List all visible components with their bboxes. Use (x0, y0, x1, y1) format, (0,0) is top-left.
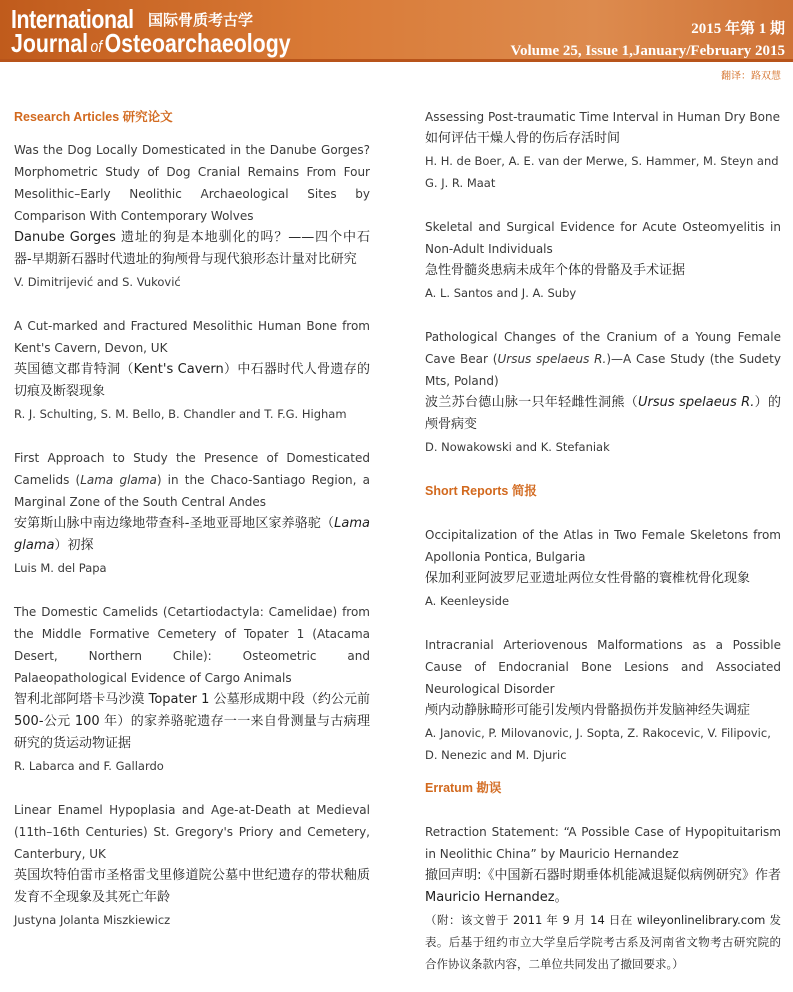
article-title-en[interactable]: Was the Dog Locally Domesticated in the Danube Gorges? Morphometric Study of Dog Cranial Remains From Four Mesolithic–Early Neolithic Archaeological Sites by Comparison With Contemporary Wolves (14, 143, 370, 223)
title-text: )—A Case Study (the Sudety Mts, Poland) (425, 352, 781, 388)
title-text: 波兰苏台德山脉一只年轻雌性洞熊（ (425, 395, 639, 410)
title-text: Pathological Changes of the Cranium of a Young Female Cave Bear ( (425, 330, 781, 366)
article-entry (14, 799, 370, 931)
logo-word-journal: Journal (11, 28, 89, 58)
article-authors: Justyna Jolanta Miszkiewicz (14, 913, 171, 927)
section-heading-erratum (425, 777, 781, 799)
article-authors: R. Labarca and F. Gallardo (14, 759, 164, 773)
article-title-en[interactable]: Occipitalization of the Atlas in Two Female Skeletons from Apollonia Pontica, Bulgaria (425, 528, 781, 564)
article-title-en[interactable]: The Domestic Camelids (Cetartiodactyla: Camelidae) from the Middle Formative Cemetery of Topater 1 (Atacama Desert, Northern Chile): Osteometric and Palaeopathological Evidence of Cargo Animals (14, 605, 370, 685)
article-entry (425, 524, 781, 612)
section-heading-cn: 研究论文 (122, 109, 173, 124)
article-title-zh (425, 392, 781, 436)
section-heading-en: Erratum (425, 781, 473, 795)
article-authors: D. Nowakowski and K. Stefaniak (425, 440, 610, 454)
article-entry (425, 326, 781, 458)
journal-banner (0, 0, 793, 62)
article-title-en[interactable]: Linear Enamel Hypoplasia and Age-at-Death at Medieval (11th–16th Centuries) St. Gregory's Priory and Cemetery, Canterbury, UK (14, 803, 370, 861)
article-title-en[interactable]: Assessing Post-traumatic Time Interval in Human Dry Bone (425, 110, 780, 124)
section-heading-cn: 简报 (511, 483, 537, 498)
issue-volume: Volume 25, Issue 1,January/February 2015 (510, 43, 785, 59)
article-title-zh (14, 513, 370, 557)
article-title-en[interactable]: A Cut-marked and Fractured Mesolithic Human Bone from Kent's Cavern, Devon, UK (14, 319, 370, 355)
article-title-zh: 英国坎特伯雷市圣格雷戈里修道院公墓中世纪遗存的带状釉质发育不全现象及其死亡年龄 (14, 868, 370, 905)
article-title-en[interactable] (14, 447, 370, 513)
logo-word-osteoarchaeology: Osteoarchaeology (104, 28, 291, 58)
article-title-zh: 急性骨髓炎患病未成年个体的骨骼及手术证据 (425, 263, 686, 278)
retraction-note: （附：该文曾于 2011 年 9 月 14 日在 wileyonlinelibrary.com 发表。后基于纽约市立大学皇后学院考古系及河南省文物考古研究院的合作协议条款内容，二单位共同发出了撤回要求。） (425, 913, 781, 971)
article-entry (14, 315, 370, 425)
title-text: First Approach to Study the Presence of Domesticated Camelids ( (14, 451, 370, 487)
article-authors: H. H. de Boer, A. E. van der Merwe, S. Hammer, M. Steyn and G. J. R. Maat (425, 154, 779, 190)
article-title-en[interactable] (425, 326, 781, 392)
left-column (14, 106, 370, 931)
article-title-zh: Danube Gorges 遗址的狗是本地驯化的吗？——四个中石器-早期新石器时代遗址的狗颅骨与现代狼形态计量对比研究 (14, 230, 370, 267)
article-authors: A. Keenleyside (425, 594, 510, 608)
article-entry (425, 106, 781, 194)
article-title-zh: 颅内动静脉畸形可能引发颅内骨骼损伤并发脑神经失调症 (425, 703, 751, 718)
journal-logo-line2 (11, 28, 291, 59)
species-name: Lama glama (14, 516, 370, 553)
section-heading-en: Research Articles (14, 110, 120, 124)
title-text: ）初探 (54, 538, 94, 553)
species-name: Lama glama (80, 473, 157, 487)
article-title-zh: 英国德文郡肯特洞（Kent's Cavern）中石器时代人骨遗存的切痕及断裂现象 (14, 362, 370, 399)
article-title-zh: 保加利亚阿波罗尼亚遗址两位女性骨骼的寰椎枕骨化现象 (425, 571, 751, 586)
species-name: Ursus spelaeus R. (497, 352, 607, 366)
journal-logo-line1: International (11, 4, 134, 34)
issue-number-chinese: 2015 年第 1 期 (691, 21, 785, 37)
article-title-en[interactable]: Skeletal and Surgical Evidence for Acute Osteomyelitis in Non-Adult Individuals (425, 220, 781, 256)
article-authors: Luis M. del Papa (14, 561, 107, 575)
article-title-zh: 智利北部阿塔卡马沙漠 Topater 1 公墓形成期中段（约公元前 500-公元 100 年）的家养骆驼遗存一一来自骨测量与古病理研究的货运动物证据 (14, 692, 370, 751)
article-title-zh: 如何评估干燥人骨的伤后存活时间 (425, 131, 621, 146)
article-title-en[interactable]: Intracranial Arteriovenous Malformations as a Possible Cause of Endocranial Bone Lesions and Associated Neurological Disorder (425, 638, 781, 696)
right-column (425, 106, 781, 975)
journal-logo-chinese: 国际骨质考古学 (148, 11, 254, 29)
article-entry (425, 634, 781, 766)
article-authors: V. Dimitrijević and S. Vuković (14, 275, 181, 289)
article-authors: A. L. Santos and J. A. Suby (425, 286, 577, 300)
article-entry (425, 821, 781, 975)
title-text: ) in the Chaco-Santiago Region, a Marginal Zone of the South Central Andes (14, 473, 370, 509)
article-entry (14, 139, 370, 293)
section-heading-en: Short Reports (425, 484, 509, 498)
section-heading-research (14, 106, 370, 128)
article-entry (425, 216, 781, 304)
article-title-en[interactable]: Retraction Statement: “A Possible Case of Hypopituitarism in Neolithic China” by Mauricio Hernandez (425, 825, 781, 861)
article-authors: R. J. Schulting, S. M. Bello, B. Chandler and T. F.G. Higham (14, 407, 347, 421)
translator-credit: 翻译：路双慧 (721, 71, 781, 82)
logo-word-of: of (90, 37, 103, 56)
species-name: Ursus spelaeus R. (638, 395, 755, 410)
article-authors: A. Janovic, P. Milovanovic, J. Sopta, Z. Rakocevic, V. Filipovic, D. Nenezic and M. Djuric (425, 726, 771, 762)
article-entry (14, 601, 370, 777)
article-title-zh: 撤回声明:《中国新石器时期垂体机能减退疑似病例研究》作者 Mauricio Hernandez。 (425, 868, 781, 905)
title-text: ）的颅骨病变 (425, 395, 781, 432)
section-heading-cn: 勘误 (476, 780, 502, 795)
section-heading-short-reports (425, 480, 781, 502)
title-text: 安第斯山脉中南边缘地带查科-圣地亚哥地区家养骆驼（ (14, 516, 335, 531)
article-entry (14, 447, 370, 579)
